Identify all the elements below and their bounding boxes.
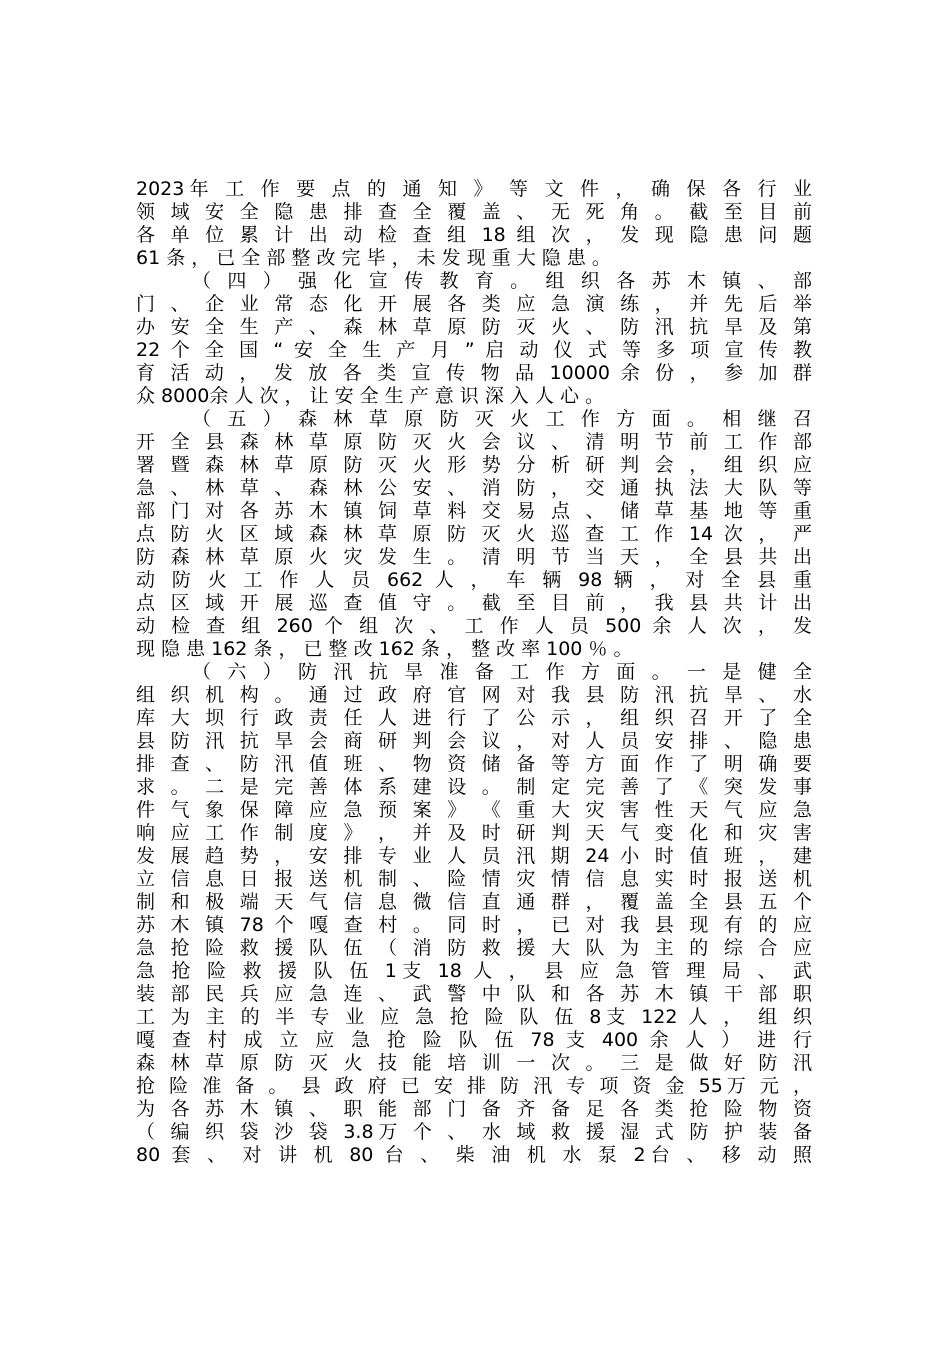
text-line: 响 应 工 作 制 度 》 ， 并 及 时 研 判 天 气 变 化 和 灾 害 [136,822,812,844]
text-line: 众 8000余 人 次 ， 让 安 全 生 产 意 识 深 入 人 心 。 [136,385,604,407]
text-line: 动 检 查 组 260 个 组 次 、 工 作 人 员 500 余 人 次 ， 发 [136,615,812,637]
text-line: 抢 险 准 备 。 县 政 府 已 安 排 防 汛 专 项 资 金 55万 元 ， [136,1075,812,1097]
text-line: 排 查 、 防 汛 值 班 、 物 资 储 备 等 方 面 作 了 明 确 要 [136,753,812,775]
text-line: 现 隐 患 162 条 ， 已 整 改 162 条 ， 整 改 率 100 ％ 。 [136,638,633,660]
text-line: 2023年 工 作 要 点 的 通 知 》 等 文 件 ， 确 保 各 行 业 [136,178,812,200]
text-line: 库 大 坝 行 政 责 任 人 进 行 了 公 示 ， 组 织 召 开 了 全 [136,707,812,729]
text-line: （ 五 ） 森 林 草 原 防 灭 火 工 作 方 面 。 相 继 召 [192,408,812,430]
body-text [136,178,812,1167]
text-line: 开 全 县 森 林 草 原 防 灭 火 会 议 、 清 明 节 前 工 作 部 [136,431,812,453]
text-line: 件 气 象 保 障 应 急 预 案 》 《 重 大 灾 害 性 天 气 应 急 [136,799,812,821]
text-line: 点 区 域 开 展 巡 查 值 守 。 截 至 目 前 ， 我 县 共 计 出 [136,592,812,614]
text-line: 80 套 、 对 讲 机 80 台 、 柴 油 机 水 泵 2台 、 移 动 照 [136,1144,812,1166]
text-line: 防 森 林 草 原 火 灾 发 生 。 清 明 节 当 天 ， 全 县 共 出 [136,546,812,568]
text-line: 发 展 趋 势 ， 安 排 专 业 人 员 汛 期 24 小 时 值 班 ， 建 [136,845,812,867]
text-line: （ 四 ） 强 化 宣 传 教 育 。 组 织 各 苏 木 镇 、 部 [192,270,812,292]
text-line: 急 抢 险 救 援 队 伍 1支 18 人 ， 县 应 急 管 理 局 、 武 [136,960,812,982]
text-line: 组 织 机 构 。 通 过 政 府 官 网 对 我 县 防 汛 抗 旱 、 水 [136,684,812,706]
text-line: 署 暨 森 林 草 原 防 灭 火 形 势 分 析 研 判 会 ， 组 织 应 [136,454,812,476]
text-line: 各 单 位 累 计 出 动 检 查 组 18 组 次 ， 发 现 隐 患 问 题 [136,224,812,246]
text-line: 急 抢 险 救 援 队 伍 （ 消 防 救 援 大 队 为 主 的 综 合 应 [136,937,812,959]
text-line: 动 防 火 工 作 人 员 662 人 ， 车 辆 98 辆 ， 对 全 县 重 [136,569,812,591]
text-line: 为 各 苏 木 镇 、 职 能 部 门 备 齐 备 足 各 类 抢 险 物 资 [136,1098,812,1120]
text-line: 嘎 查 村 成 立 应 急 抢 险 队 伍 78 支 400 余 人 ） 进 行 [136,1029,812,1051]
text-line: 点 防 火 区 域 森 林 草 原 防 灭 火 巡 查 工 作 14 次 ， 严 [136,523,812,545]
text-line: 领 域 安 全 隐 患 排 查 全 覆 盖 、 无 死 角 。 截 至 目 前 [136,201,812,223]
text-line: 门 、 企 业 常 态 化 开 展 各 类 应 急 演 练 ， 并 先 后 举 [136,293,812,315]
text-line: 办 安 全 生 产 、 森 林 草 原 防 灭 火 、 防 汛 抗 旱 及 第 [136,316,812,338]
text-line: 制 和 极 端 天 气 信 息 微 信 直 通 群 ， 覆 盖 全 县 五 个 [136,891,812,913]
text-line: 森 林 草 原 防 灭 火 技 能 培 训 一 次 。 三 是 做 好 防 汛 [136,1052,812,1074]
text-line: 育 活 动 ， 发 放 各 类 宣 传 物 品 10000 余 份 ， 参 加 群 [136,362,812,384]
text-line: 求 。 二 是 完 善 体 系 建 设 。 制 定 完 善 了 《 突 发 事 [136,776,812,798]
text-line: 61 条 ， 已 全 部 整 改 完 毕 ， 未 发 现 重 大 隐 患 。 [136,247,611,269]
text-line: 22 个 全 国 “ 安 全 生 产 月 ” 启 动 仪 式 等 多 项 宣 传 教 [136,339,812,361]
text-line: 急 、 林 草 、 森 林 公 安 、 消 防 ， 交 通 执 法 大 队 等 [136,477,812,499]
text-line: 立 信 息 日 报 送 机 制 、 险 情 灾 情 信 息 实 时 报 送 机 [136,868,812,890]
text-line: 工 为 主 的 半 专 业 应 急 抢 险 队 伍 8支 122 人 ， 组 织 [136,1006,812,1028]
text-line: 苏 木 镇 78 个 嘎 查 村 。 同 时 ， 已 对 我 县 现 有 的 应 [136,914,812,936]
text-line: （ 编 织 袋 沙 袋 3.8万 个 、 水 域 救 援 湿 式 防 护 装 备 [136,1121,812,1143]
text-line: （ 六 ） 防 汛 抗 旱 准 备 工 作 方 面 。 一 是 健 全 [192,661,812,683]
text-line: 部 门 对 各 苏 木 镇 饲 草 料 交 易 点 、 储 草 基 地 等 重 [136,500,812,522]
text-line: 县 防 汛 抗 旱 会 商 研 判 会 议 ， 对 人 员 安 排 、 隐 患 [136,730,812,752]
text-line: 装 部 民 兵 应 急 连 、 武 警 中 队 和 各 苏 木 镇 干 部 职 [136,983,812,1005]
